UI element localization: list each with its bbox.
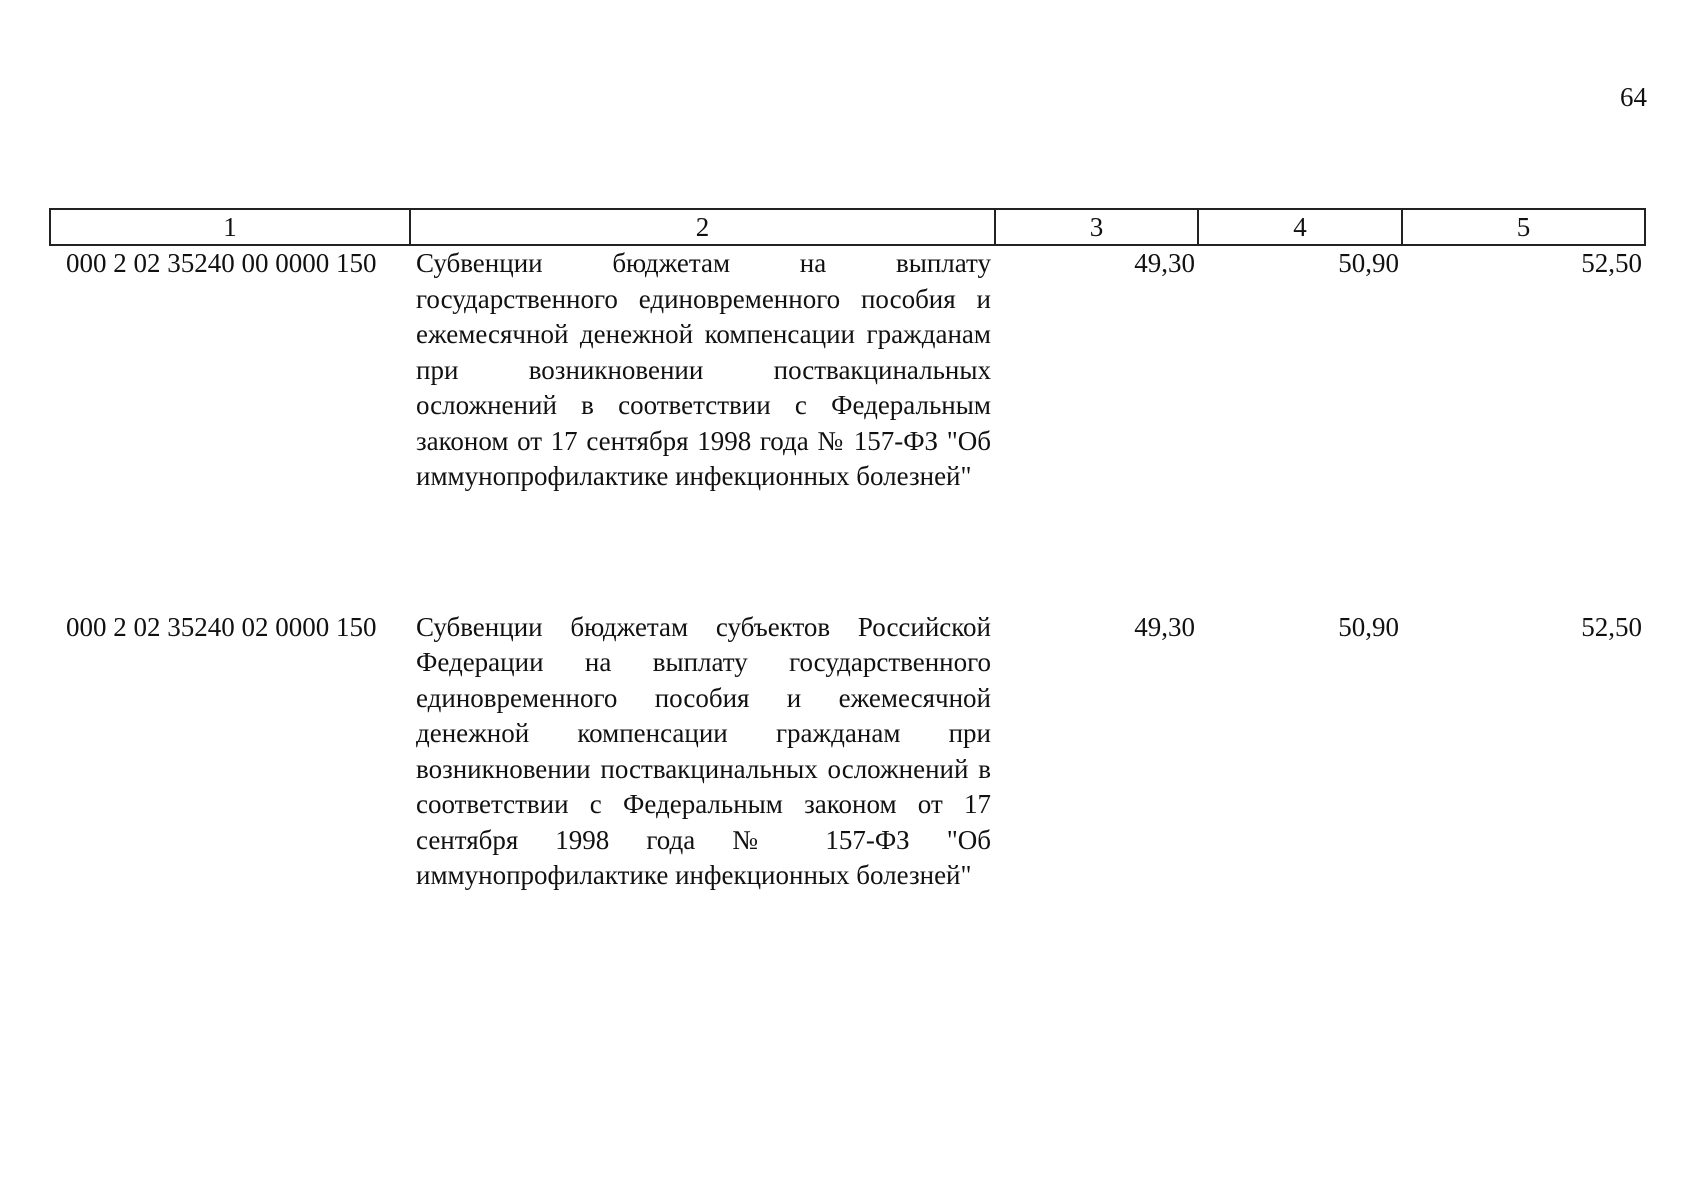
row-description: Субвенции бюджетам субъектов Российской Федерации на выплату государственного единовременного пособия и ежемесячной денежной компенсации гражданам при возникновении поствакцинальных осложнений в соответствии с Федеральным законом от 17 сентября 1998 года № 157-ФЗ "Об иммунопрофилактике инфекционных болезней" <box>416 611 991 890</box>
header-col-2: 2 <box>410 209 995 245</box>
page-number: 64 <box>1620 82 1647 112</box>
budget-code: 000 2 02 35240 00 0000 150 <box>66 248 377 278</box>
value-col-3: 49,30 <box>1134 248 1195 278</box>
table-row <box>50 610 1645 904</box>
header-col-4: 4 <box>1198 209 1402 245</box>
value-col-5: 52,50 <box>1581 248 1642 278</box>
header-row <box>50 209 1645 245</box>
row-description: Субвенции бюджетам на выплату государственного единовременного пособия и ежемесячной денежной компенсации гражданам при возникновении поствакцинальных осложнений в соответствии с Федеральным законом от 17 сентября 1998 года № 157-ФЗ "Об иммунопрофилактике инфекционных болезней" <box>416 248 991 491</box>
table-row <box>50 245 1645 610</box>
value-col-5: 52,50 <box>1581 611 1642 642</box>
header-col-5: 5 <box>1402 209 1645 245</box>
value-col-3: 49,30 <box>1134 611 1195 642</box>
header-col-3: 3 <box>995 209 1198 245</box>
header-col-1: 1 <box>50 209 410 245</box>
table-body <box>50 245 1645 904</box>
value-col-4: 50,90 <box>1338 611 1399 642</box>
budget-table <box>49 208 1646 904</box>
table-header <box>50 209 1645 245</box>
value-col-4: 50,90 <box>1338 248 1399 278</box>
budget-code: 000 2 02 35240 02 0000 150 <box>66 611 377 642</box>
